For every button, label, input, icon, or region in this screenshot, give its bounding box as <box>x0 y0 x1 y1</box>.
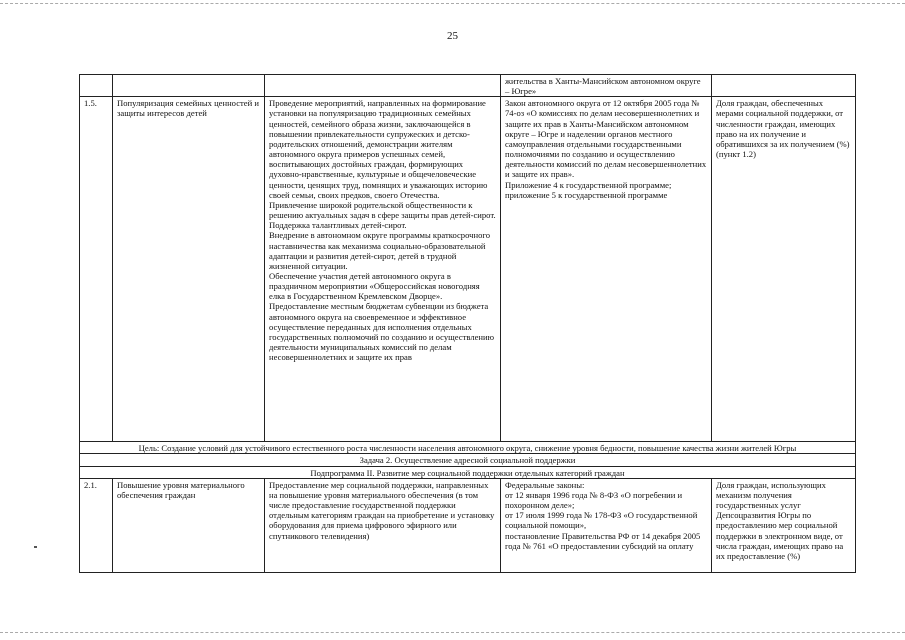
subprogram-text: Подпрограмма II. Развитие мер социальной поддержки отдельных категорий граждан <box>80 466 856 478</box>
measures-content-cell <box>265 75 501 97</box>
table-row <box>80 97 856 442</box>
indicator-cell: Доля граждан, использующих механизм получения государственных услуг Депсоцразвития Югры по предоставлению мер социальной поддержки в электронном виде, от числа граждан, имеющих право на их предоставление (%) <box>712 478 856 572</box>
measure-name-cell <box>113 75 265 97</box>
measure-name-cell: Популяризация семейных ценностей и защиты интересов детей <box>113 97 265 442</box>
measure-name-cell: Повышение уровня материального обеспечения граждан <box>113 478 265 572</box>
subprogram-row <box>80 466 856 478</box>
page-number: 25 <box>447 30 458 42</box>
row-number-cell <box>80 75 113 97</box>
scan-edge-top <box>0 3 905 5</box>
task-row <box>80 454 856 466</box>
goal-text: Цель: Создание условий для устойчивого естественного роста численности населения автономного округа, снижение уровня бедности, повышение качества жизни жителей Югры <box>80 442 856 454</box>
table-row <box>80 478 856 572</box>
indicator-cell: Доля граждан, обеспеченных мерами социальной поддержки, от численности граждан, имеющих право на их получение и обратившихся за их получением (%) (пункт 1.2) <box>712 97 856 442</box>
legal-acts-cell: Федеральные законы: от 12 января 1996 года № 8-ФЗ «О погребении и похоронном деле»; от 17 июля 1999 года № 178-ФЗ «О государственной социальной помощи», постановление Правительства РФ от 14 декабря 2005 года № 761 «О предоставлении субсидий на оплату <box>501 478 712 572</box>
goal-row <box>80 442 856 454</box>
measures-content-cell: Проведение мероприятий, направленных на формирование установки на популяризацию традиционных семейных ценностей, семейного образа жизни, заключающейся в повышении привлекательности супружеских и детско-родительских отношений, демонстрации жителям автономного округа примеров успешных семей, воспитывающих достойных граждан, формирующих духовно-нравственные, культурные и общечеловеческие ценности, ценящих труд, помнящих и уважающих историю своей семьи, своих предков, своего Отечества. Привлечение широкой родительской общественности к решению актуальных задач в сфере защиты прав детей-сирот. Поддержка талантливых детей-сирот. Внедрение в автономном округе программы краткосрочного наставничества как механизма социально-образовательной адаптации и развития детей-сирот, детей в трудной жизненной ситуации. Обеспечение участия детей автономного округа в праздничном мероприятии «Общероссийская новогодняя елка в Государственном Кремлевском Дворце». Предоставление местным бюджетам субвенции из бюджета автономного округа на своевременное и эффективное осуществление переданных для исполнения отдельных государственных полномочий по созданию и осуществлению деятельности муниципальных комиссий по делам несовершеннолетних и защите их прав <box>265 97 501 442</box>
indicator-cell <box>712 75 856 97</box>
scan-edge-bottom <box>0 632 905 634</box>
table-row <box>80 75 856 97</box>
legal-acts-cell: жительства в Ханты-Мансийском автономном округе – Югре» <box>501 75 712 97</box>
row-number-cell: 1.5. <box>80 97 113 442</box>
legal-acts-cell: Закон автономного округа от 12 октября 2005 года № 74-оз «О комиссиях по делам несовершеннолетних и защите их прав в Ханты-Мансийском автономном округе – Югре и наделении органов местного самоуправления отдельными государственными полномочиями по созданию и осуществлению деятельности комиссий по делам несовершеннолетних и защите их прав». Приложение 4 к государственной программе; приложение 5 к государственной программе <box>501 97 712 442</box>
task-text: Задача 2. Осуществление адресной социальной поддержки <box>80 454 856 466</box>
program-table <box>79 74 856 573</box>
scan-speck <box>34 546 37 548</box>
measures-content-cell: Предоставление мер социальной поддержки, направленных на повышение уровня материального обеспечения (в том числе предоставление государственной поддержки отдельным категориям граждан на приобретение и установку оборудования для приема цифрового эфирного или спутникового телевидения) <box>265 478 501 572</box>
row-number-cell: 2.1. <box>80 478 113 572</box>
